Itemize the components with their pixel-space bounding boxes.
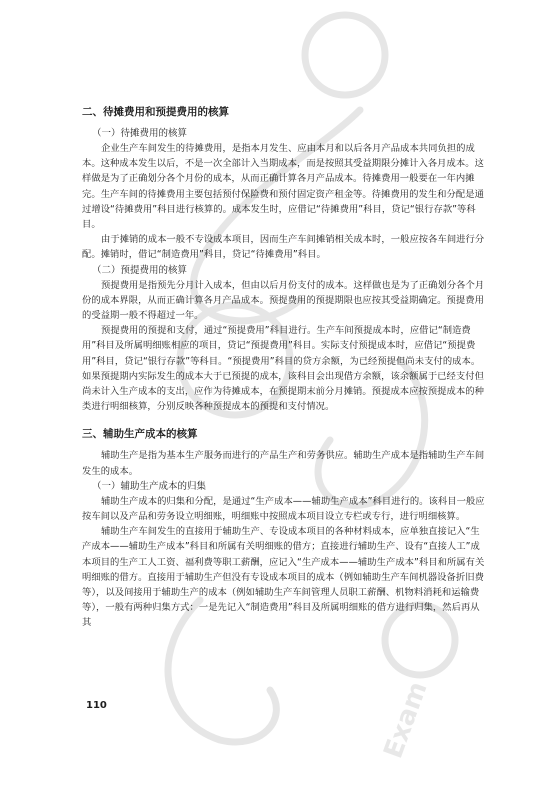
paragraph: 由于摊销的成本一般不专设成本项目，因而生产车间摊销相关成本时，一般应按各车间进行分配。摊销时，借记“制造费用”科目，贷记“待摊费用”科目。 <box>82 234 485 261</box>
paragraph: 辅助生产成本的归集和分配，是通过“生产成本——辅助生产成本”科目进行的。该科目一般应按车间以及产品和劳务设立明细账，明细账中按照成本项目设立专栏或专行，进行明细核算。 <box>82 495 485 523</box>
section-heading: 三、辅助生产成本的核算 <box>82 428 198 441</box>
section-heading: 二、待摊费用和预提费用的核算 <box>82 106 229 118</box>
paragraph: 辅助生产是指为基本生产服务而进行的产品生产和劳务供应。辅助生产成本是指辅助生产车间发生的成本。 <box>82 450 485 477</box>
paragraph: 企业生产车间发生的待摊费用，是指本月发生、应由本月和以后各月产品成本共同负担的成本。这种成本发生以后，不是一次全部计入当期成本，而是按照其受益期限分摊计入各月成本。这样做是为了正确划分各个月份的成本，从而正确计算各月产品成本。待摊费用一般要在一年内摊完。生产车间的待摊费用主要包括预付保险费和预付固定资产租金等。待摊费用的发生和分配是通过增设“待摊费用”科目进行核算的。成本发生时，应借记“待摊费用”科目，贷记“银行存款”等科目。 <box>82 143 484 231</box>
paragraph: 预提费用的预提和支付，通过“预提费用”科目进行。生产车间预提成本时，应借记“制造费用”科目及所属明细账相应的项目，贷记“预提费用”科目。实际支付预提成本时，应借记“预提费用”科目，贷记“银行存款”等科目。“预提费用”科目的贷方余额，为已经预提但尚未支付的成本。如果预提期内实际发生的成本大于已预提的成本，该科目会出现借方余额，该余额属于已经支付但尚未计入生产成本的支出，应作为待摊成本，在预提期末前分月摊销。预提成本应按预提成本的种类进行明细核算，分别反映各种预提成本的预提和支付情况。 <box>82 325 484 413</box>
document-body <box>82 100 488 631</box>
paragraph: 预提费用是指预先分月计入成本，但由以后月份支付的成本。这样做也是为了正确划分各个月份的成本界限，从而正确计算各月产品成本。预提费用的预提期限也应按其受益期确定。预提费用的受益期一般不得超过一年。 <box>82 279 485 322</box>
subsection-title: （一）辅助生产成本的归集 <box>92 480 207 492</box>
svg-text:Exam: Exam <box>378 677 434 763</box>
page-number: 110 <box>86 700 107 711</box>
paragraph: 辅助生产车间发生的直接用于辅助生产、专设成本项目的各种材料成本，应单独直接记入“生产成本——辅助生产成本”科目和所属有关明细账的借方；直接进行辅助生产、设有“直接人工”成本项目的生产工人工资、福利费等职工薪酬，应记入“生产成本——辅助生产成本”科目和所属有关明细账的借方。直接用于辅助生产但没有专设成本项目的成本（例如辅助生产车间机器设备折旧费等），以及间接用于辅助生产的成本（例如辅助生产车间管理人员职工薪酬、机物料消耗和运输费等），一般有两种归集方式：一是先记入“制造费用”科目及所属明细账的借方进行归集，然后再从其 <box>82 526 485 629</box>
subsection-title: （二）预提费用的核算 <box>92 264 188 276</box>
subsection-title: （一）待摊费用的核算 <box>92 128 188 139</box>
